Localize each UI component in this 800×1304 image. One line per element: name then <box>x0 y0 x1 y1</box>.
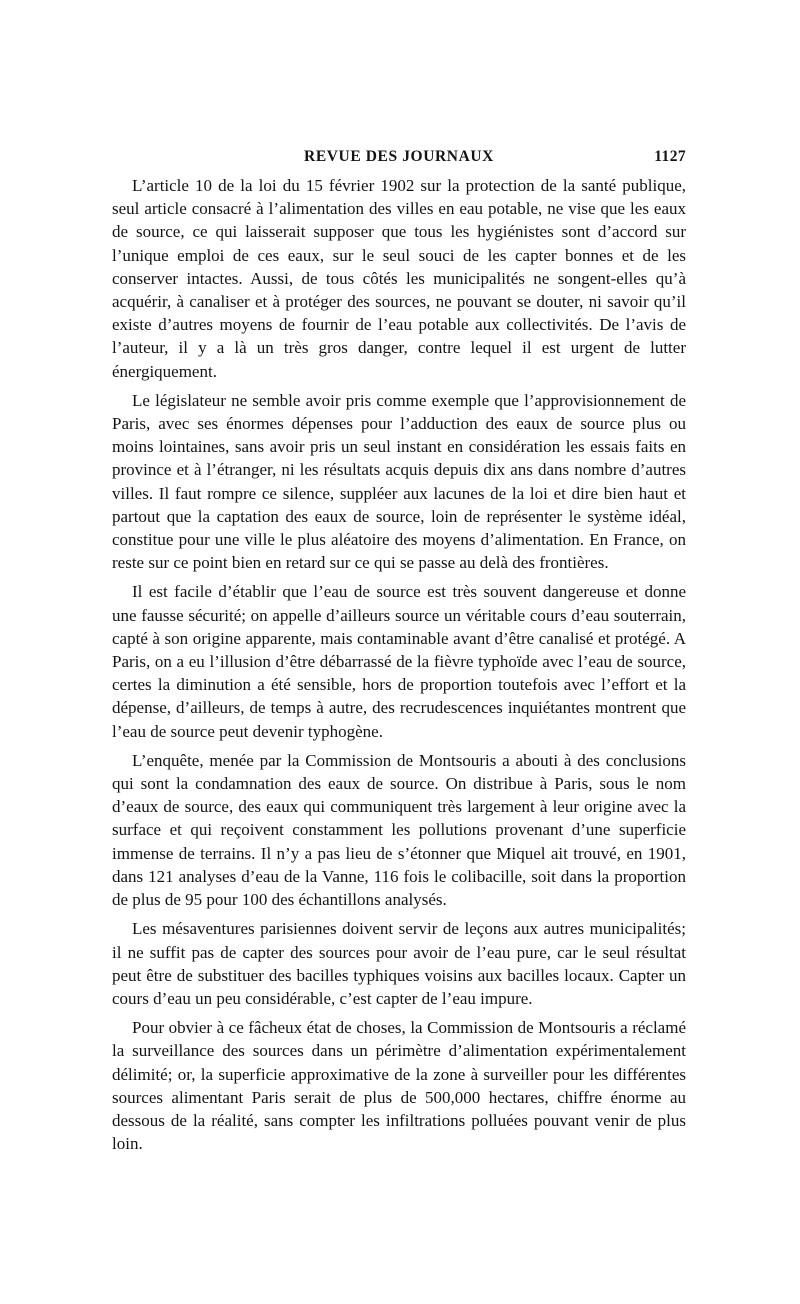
paragraph: L’enquête, menée par la Commission de Montsouris a abouti à des conclusions qui sont la condamnation des eaux de source. On distribue à Paris, sous le nom d’eaux de source, des eaux qui communiquent très largement à leur origine avec la surface et qui reçoivent constamment les pollutions provenant d’une superficie immense de terrains. Il n’y a pas lieu de s’étonner que Miquel ait trouvé, en 1901, dans 121 analyses d’eau de la Vanne, 116 fois le colibacille, soit dans la proportion de plus de 95 pour 100 des échantillons analysés. <box>112 750 686 910</box>
running-header <box>112 148 686 174</box>
paragraph: Les mésaventures parisiennes doivent servir de leçons aux autres municipalités; il ne suffit pas de capter des sources pour avoir de l’eau pure, car le seul résultat peut être de substituer des bacilles typhiques voisins aux bacilles locaux. Capter un cours d’eau un peu considérable, c’est capter de l’eau impure. <box>112 919 686 1008</box>
paragraph: L’article 10 de la loi du 15 février 1902 sur la protection de la santé publique, seul article consacré à l’alimentation des villes en eau potable, ne vise que les eaux de source, ce qui laisserait supposer que tous les hygiénistes sont d’accord sur l’unique emploi de ces eaux, sur le seul souci de les capter bonnes et de les conserver intactes. Aussi, de tous côtés les municipalités ne songent-elles qu’à acquérir, à canaliser et à protéger des sources, ne pouvant se douter, ni savoir qu’il existe d’autres moyens de fournir de l’eau potable aux collectivités. De l’avis de l’auteur, il y a là un très gros danger, contre lequel il est urgent de lutter énergiquement. <box>112 176 686 381</box>
paragraph: Il est facile d’établir que l’eau de source est très souvent dangereuse et donne une fausse sécurité; on appelle d’ailleurs source un véritable cours d’eau souterrain, capté à son origine apparente, mais contaminable avant d’être canalisé et protégé. A Paris, on a eu l’illusion d’être débarrassé de la fièvre typhoïde avec l’eau de source, certes la diminution a été sensible, hors de proportion toutefois avec l’effort et la dépense, d’ailleurs, de temps à autre, des recrudescences inquiétantes montrent que l’eau de source peut devenir typhogène. <box>112 582 686 741</box>
running-title: REVUE DES JOURNAUX <box>304 148 494 165</box>
paragraph: Pour obvier à ce fâcheux état de choses, la Commission de Montsouris a réclamé la surveillance des sources dans un périmètre d’alimentation expérimentalement délimité; or, la superficie approximative de la zone à surveiller pour les différentes sources alimentant Paris serait de plus de 500,000 hectares, chiffre énorme au dessous de la réalité, sans compter les infiltrations polluées pouvant venir de plus loin. <box>112 1018 686 1154</box>
document-page <box>112 148 686 1161</box>
paragraph: Le législateur ne semble avoir pris comme exemple que l’approvisionnement de Paris, avec ses énormes dépenses pour l’adduction des eaux de source plus ou moins lointaines, sans avoir pris un seul instant en considération les essais faits en province et à l’étranger, ni les résultats acquis depuis dix ans dans nombre d’autres villes. Il faut rompre ce silence, suppléer aux lacunes de la loi et dire bien haut et partout que la captation des eaux de source, loin de représenter le système idéal, constitue pour une ville le plus aléatoire des moyens d’alimentation. En France, on reste sur ce point bien en retard sur ce qui se passe au delà des frontières. <box>112 390 686 573</box>
page-number: 1127 <box>654 148 686 165</box>
article-body <box>112 174 686 1155</box>
